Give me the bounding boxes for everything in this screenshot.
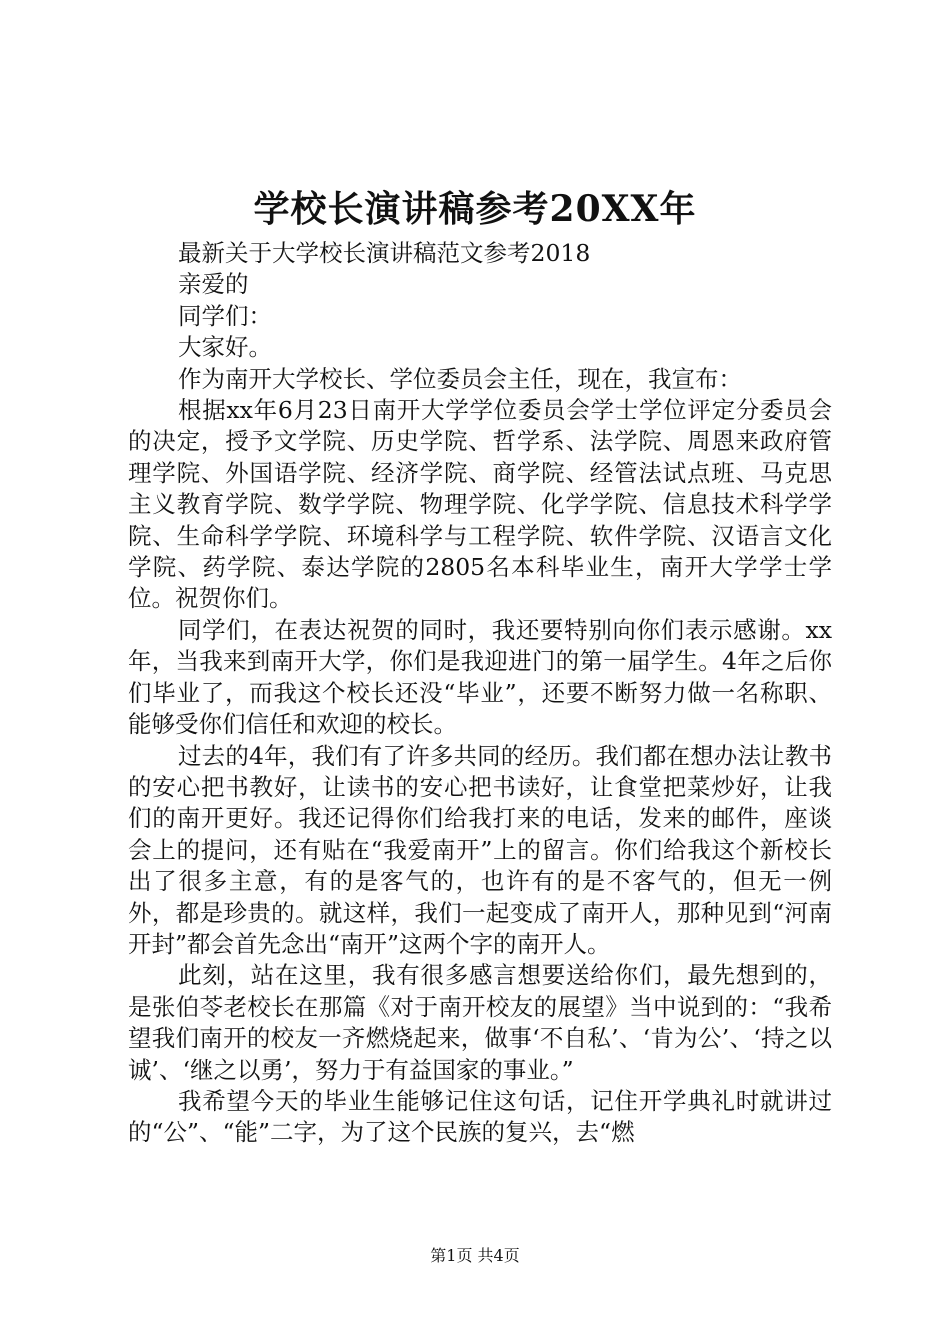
page-number-footer: 第1页 共4页 [430,1246,520,1265]
salutation-line: 同学们： [178,301,272,330]
body-paragraph: 同学们，在表达祝贺的同时，我还要特别向你们表示感谢。xx年，当我来到南开大学，你们是我迎进门的第一届学生。4年之后你们毕业了，而我这个校长还没“毕业”，还要不断努力做一名称职、能够受你们信任和欢迎的校长。 [128,615,832,739]
body-paragraph: 过去的4年，我们有了许多共同的经历。我们都在想办法让教书的安心把书教好，让读书的安心把书读好，让食堂把菜炒好，让我们的南开更好。我还记得你们给我打来的电话，发来的邮件，座谈会上的提问，还有贴在“我爱南开”上的留言。你们给我这个新校长出了很多主意，有的是客气的，也许有的是不客气的，但无一例外，都是珍贵的。就这样，我们一起变成了南开人，那种见到“河南开封”都会首先念出“南开”这两个字的南开人。 [128,741,832,958]
body-paragraph: 此刻，站在这里，我有很多感言想要送给你们，最先想到的，是张伯苓老校长在那篇《对于南开校友的展望》当中说到的：“我希望我们南开的校友一齐燃烧起来，做事‘不自私’、‘肯为公’、‘持之以诚’、‘继之以勇’，努力于有益国家的事业。” [128,961,832,1084]
body-paragraph: 根据xx年6月23日南开大学学位委员会学士学位评定分委员会的决定，授予文学院、历史学院、哲学系、法学院、周恩来政府管理学院、外国语学院、经济学院、商学院、经管法试点班、马克思主义教育学院、数学学院、物理学院、化学学院、信息技术科学学院、生命科学学院、环境科学与工程学院、软件学院、汉语言文化学院、药学院、泰达学院的2805名本科毕业生，南开大学学士学位。祝贺你们。 [128,396,832,613]
document-title: 学校长演讲稿参考20XX年 [253,188,697,230]
intro-line: 作为南开大学校长、学位委员会主任，现在，我宣布： [178,364,742,393]
greeting-line: 大家好。 [178,333,272,362]
salutation-line: 亲爱的 [178,270,249,299]
body-paragraph: 我希望今天的毕业生能够记住这句话，记住开学典礼时就讲过的“公”、“能”二字，为了这个民族的复兴，去“燃 [128,1086,832,1147]
document-body [128,238,832,1149]
subtitle-line: 最新关于大学校长演讲稿范文参考2018 [178,239,591,267]
